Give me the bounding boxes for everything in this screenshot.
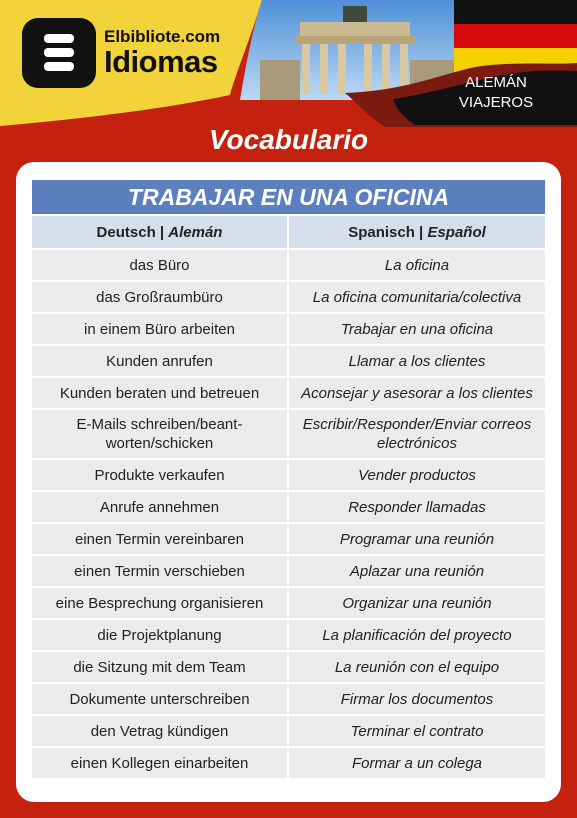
table-row xyxy=(32,748,545,780)
cell-spanish: Vender productos xyxy=(289,460,545,492)
column-header-spanish-label: Spanisch | xyxy=(348,223,424,241)
table-row xyxy=(32,314,545,346)
table-row xyxy=(32,346,545,378)
cell-spanish: Aconsejar y asesorar a los clientes xyxy=(289,378,545,410)
cell-spanish: La reunión con el equipo xyxy=(289,652,545,684)
cell-spanish: Escribir/Responder/Enviar correos electrónicos xyxy=(289,410,545,460)
table-body xyxy=(32,250,545,780)
cell-german: das Großraumbüro xyxy=(32,282,289,314)
vocabulary-table xyxy=(32,180,545,780)
table-row xyxy=(32,250,545,282)
table-row xyxy=(32,684,545,716)
cell-spanish: Organizar una reunión xyxy=(289,588,545,620)
cell-spanish: Firmar los documentos xyxy=(289,684,545,716)
table-row xyxy=(32,652,545,684)
cell-german: Kunden anrufen xyxy=(32,346,289,378)
cell-german: einen Kollegen einarbeiten xyxy=(32,748,289,780)
table-row xyxy=(32,492,545,524)
table-row xyxy=(32,524,545,556)
cell-german: Kunden beraten und betreuen xyxy=(32,378,289,410)
cell-german: in einem Büro arbeiten xyxy=(32,314,289,346)
table-row xyxy=(32,620,545,652)
cell-spanish: La oficina xyxy=(289,250,545,282)
table-header-row xyxy=(32,216,545,250)
cell-german: das Büro xyxy=(32,250,289,282)
cell-german: E-Mails schreiben/beant-worten/schicken xyxy=(32,410,289,460)
cell-german: Dokumente unterschreiben xyxy=(32,684,289,716)
cell-spanish: Programar una reunión xyxy=(289,524,545,556)
logo-icon xyxy=(22,18,96,88)
cell-german: Anrufe annehmen xyxy=(32,492,289,524)
cell-german: die Sitzung mit dem Team xyxy=(32,652,289,684)
cell-german: die Projektplanung xyxy=(32,620,289,652)
cell-spanish: La planificación del proyecto xyxy=(289,620,545,652)
cell-spanish: Terminar el contrato xyxy=(289,716,545,748)
table-row xyxy=(32,282,545,314)
cell-spanish: Responder llamadas xyxy=(289,492,545,524)
language-badge xyxy=(440,73,552,113)
table-title: TRABAJAR EN UNA OFICINA xyxy=(32,180,545,216)
cell-spanish: La oficina comunitaria/colectiva xyxy=(289,282,545,314)
column-header-german xyxy=(32,216,289,250)
cell-spanish: Aplazar una reunión xyxy=(289,556,545,588)
table-row xyxy=(32,556,545,588)
cell-german: eine Besprechung organisieren xyxy=(32,588,289,620)
brand-site: Elbibliote.com xyxy=(104,27,221,46)
cell-german: Produkte verkaufen xyxy=(32,460,289,492)
brand-name: Idiomas xyxy=(104,44,218,79)
badge-language: ALEMÁN xyxy=(465,74,527,91)
table-row xyxy=(32,588,545,620)
table-row xyxy=(32,460,545,492)
cell-spanish: Formar a un colega xyxy=(289,748,545,780)
table-row xyxy=(32,716,545,748)
cell-spanish: Trabajar en una oficina xyxy=(289,314,545,346)
column-header-spanish-italic: Español xyxy=(427,223,486,241)
cell-german: den Vetrag kündigen xyxy=(32,716,289,748)
cell-spanish: Llamar a los clientes xyxy=(289,346,545,378)
column-header-german-italic: Alemán xyxy=(168,223,223,241)
german-flag-icon xyxy=(454,0,577,72)
cell-german: einen Termin vereinbaren xyxy=(32,524,289,556)
badge-audience: VIAJEROS xyxy=(458,94,534,111)
cell-german: einen Termin verschieben xyxy=(32,556,289,588)
page-title: Vocabulario xyxy=(208,124,369,155)
column-header-german-label: Deutsch | xyxy=(96,223,165,241)
table-row xyxy=(32,378,545,410)
column-header-spanish xyxy=(289,216,545,250)
table-row xyxy=(32,410,545,460)
